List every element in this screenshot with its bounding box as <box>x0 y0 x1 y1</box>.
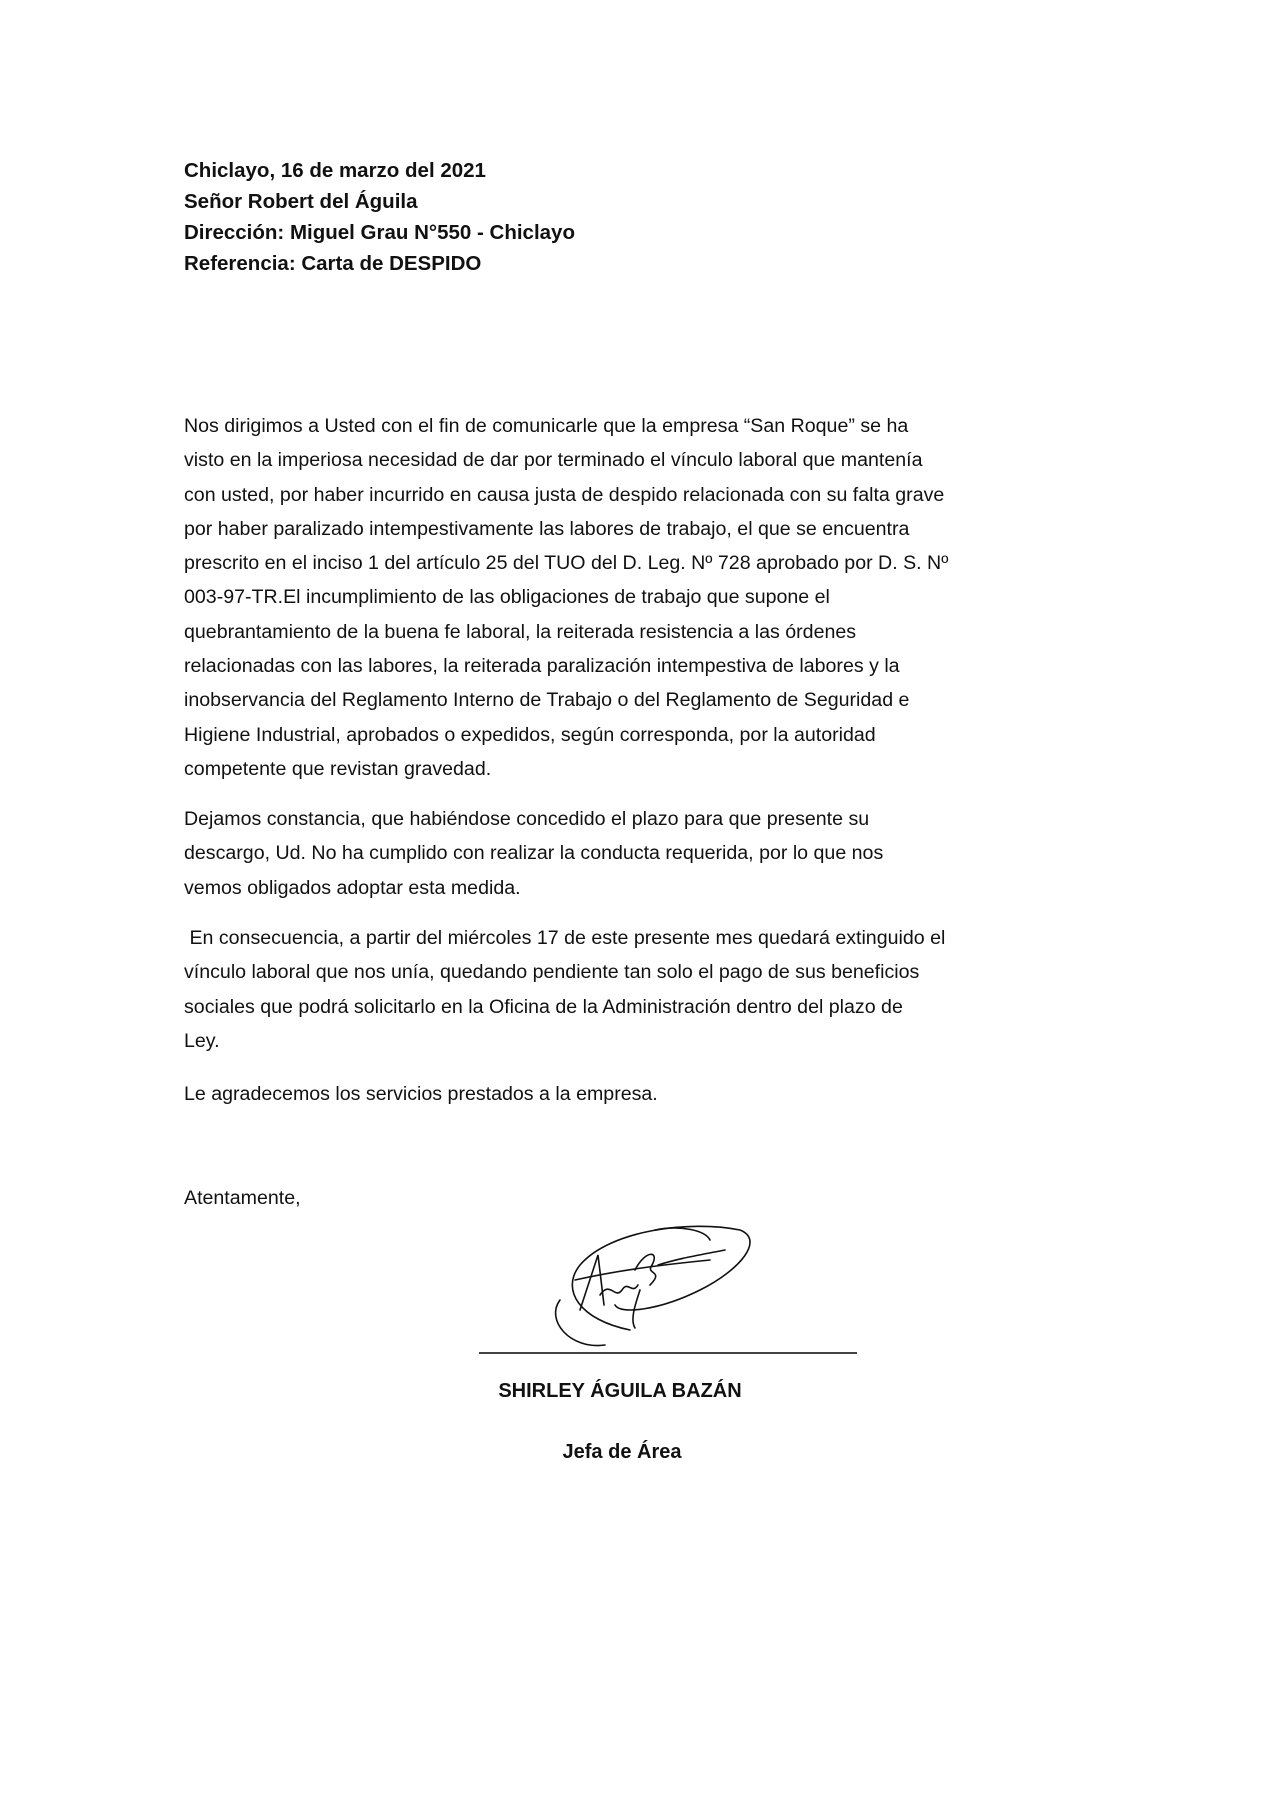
paragraph-1 <box>184 409 948 786</box>
text-line: quebrantamiento de la buena fe laboral, la reiterada resistencia a las órdenes <box>184 620 857 643</box>
recipient-line: Señor Robert del Águila <box>184 190 418 213</box>
text-line: inobservancia del Reglamento Interno de Trabajo o del Reglamento de Seguridad e <box>184 689 910 712</box>
text-line: visto en la imperiosa necesidad de dar por terminado el vínculo laboral que mantenía <box>184 449 923 472</box>
signer-title: Jefa de Área <box>562 1441 682 1463</box>
paragraph-3 <box>184 921 945 1058</box>
text-line: Le agradecemos los servicios prestados a la empresa. <box>184 1083 658 1105</box>
text-line: con usted, por haber incurrido en causa justa de despido relacionada con su falta grave <box>184 483 945 506</box>
text-line: competente que revistan gravedad. <box>184 757 492 780</box>
text-line: prescrito en el inciso 1 del artículo 25 del TUO del D. Leg. Nº 728 aprobado por D. S. Nº <box>184 552 949 575</box>
text-line: Ley. <box>184 1029 220 1052</box>
date-line: Chiclayo, 16 de marzo del 2021 <box>184 159 486 182</box>
text-line: En consecuencia, a partir del miércoles 17 de este presente mes quedará extinguido el <box>184 927 946 949</box>
text-line: Higiene Industrial, aprobados o expedidos, según corresponda, por la autoridad <box>184 723 876 746</box>
text-line: por haber paralizado intempestivamente las labores de trabajo, el que se encuentra <box>184 517 910 540</box>
text-line: vínculo laboral que nos unía, quedando pendiente tan solo el pago de sus beneficios <box>184 961 920 984</box>
text-line: Nos dirigimos a Usted con el fin de comunicarle que la empresa “San Roque” se ha <box>184 415 909 437</box>
closing <box>184 1181 301 1215</box>
signer-name: SHIRLEY ÁGUILA BAZÁN <box>498 1380 742 1402</box>
text-line: sociales que podrá solicitarlo en la Oficina de la Administración dentro del plazo de <box>184 995 903 1018</box>
letter-header <box>184 155 575 279</box>
signature-line <box>479 1352 857 1354</box>
text-line: relacionadas con las labores, la reiterada paralización intempestiva de labores y la <box>184 655 900 678</box>
closing-text: Atentamente, <box>184 1187 301 1209</box>
text-line: vemos obligados adoptar esta medida. <box>184 876 521 899</box>
text-line: descargo, Ud. No ha cumplido con realizar la conducta requerida, por lo que nos <box>184 842 884 865</box>
reference-line: Referencia: Carta de DESPIDO <box>184 252 482 275</box>
paragraph-4 <box>184 1077 658 1111</box>
signature-image <box>540 1210 760 1350</box>
address-line: Dirección: Miguel Grau N°550 - Chiclayo <box>184 221 575 244</box>
text-line: 003-97-TR.El incumplimiento de las obligaciones de trabajo que supone el <box>184 586 830 609</box>
paragraph-2 <box>184 802 883 905</box>
text-line: Dejamos constancia, que habiéndose concedido el plazo para que presente su <box>184 808 870 830</box>
